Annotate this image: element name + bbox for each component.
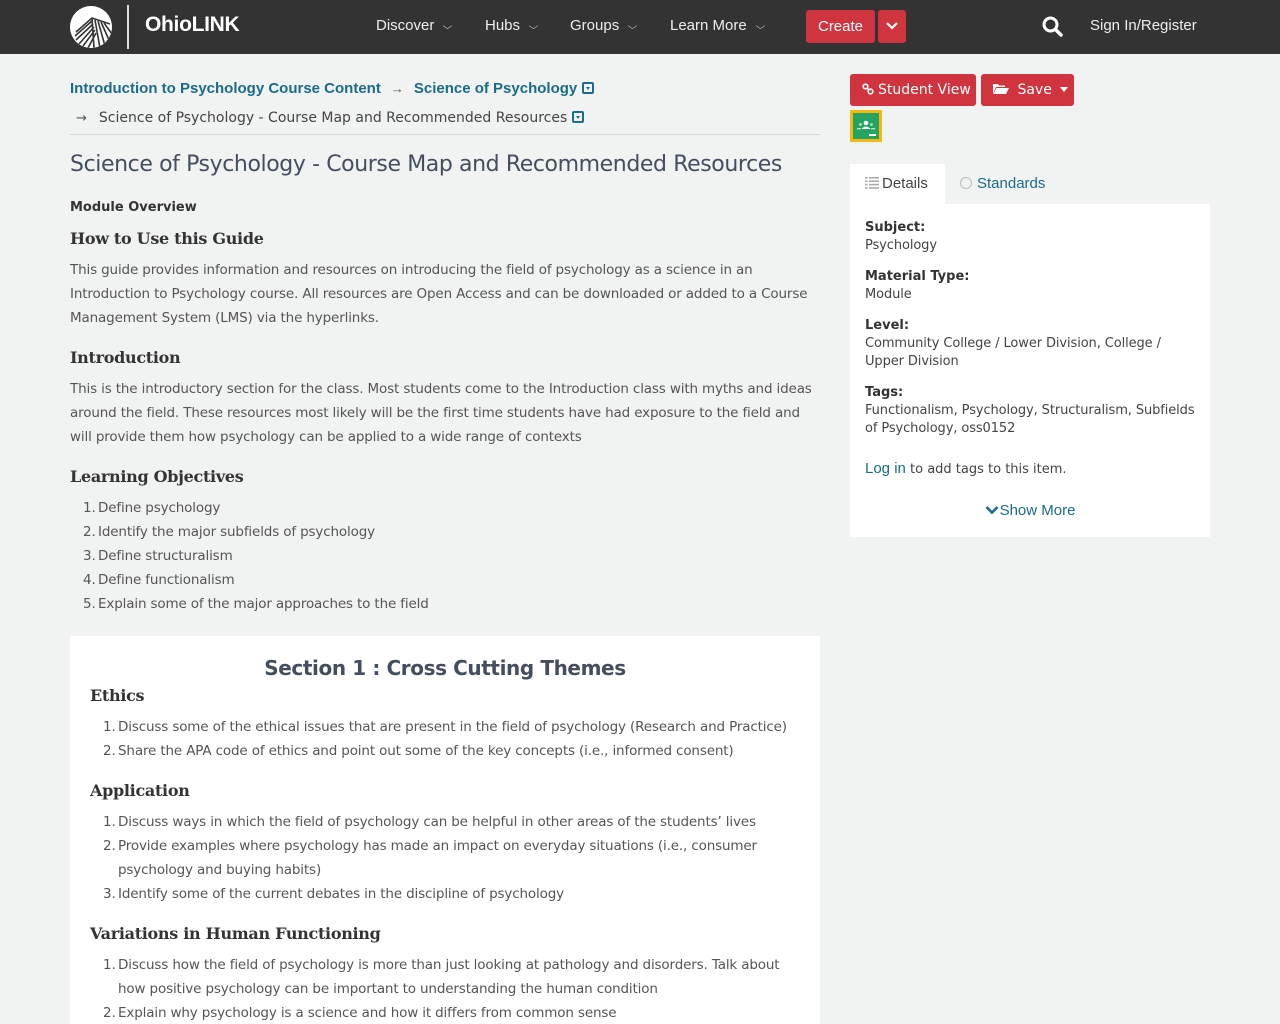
list-icon: [865, 177, 879, 189]
material-type-value: Module: [865, 287, 912, 302]
create-button[interactable]: Create: [806, 10, 875, 43]
list-item-text: Identify some of the current debates in the discipline of psychology: [118, 886, 564, 902]
list-item: 1. Discuss how the field of psychology is more than just looking at pathology and disorders. Talk about how positive psychology can be important to understanding the human condition: [103, 957, 780, 997]
login-to-tag-line: [865, 460, 1067, 477]
tab-standards-label: Standards: [977, 175, 1046, 192]
list-item: 2. Identify the major subfields of psychology: [83, 524, 375, 540]
ohiolink-logo-icon[interactable]: [70, 6, 112, 48]
nav-hubs[interactable]: [485, 17, 537, 34]
search-icon[interactable]: [1042, 16, 1063, 37]
save-label: Save: [1017, 82, 1052, 98]
breadcrumb-row-2: [70, 110, 584, 126]
list-item-text: Explain some of the major approaches to the field: [98, 596, 429, 612]
dropdown-toggle-icon[interactable]: [572, 111, 584, 123]
breadcrumb-separator: →: [390, 81, 404, 96]
list-item-text: Identify the major subfields of psychology: [98, 524, 375, 540]
caret-down-icon: [1060, 87, 1068, 92]
breadcrumb-science-of-psychology[interactable]: Science of Psychology: [413, 80, 578, 97]
login-suffix-text: to add tags to this item.: [905, 462, 1067, 477]
page-title: Science of Psychology - Course Map and Recommended Resources: [70, 152, 782, 177]
variations-list: [90, 953, 800, 1024]
folder-open-icon: [993, 83, 1009, 95]
chevron-down-icon: [885, 21, 899, 31]
list-item: 2. Share the APA code of ethics and point out some of the key concepts (i.e., informed consent): [103, 743, 734, 759]
list-item: 4. Define functionalism: [83, 572, 235, 588]
link-icon: [862, 83, 874, 95]
breadcrumb-divider: [70, 134, 820, 135]
module-overview-label: Module Overview: [70, 200, 197, 215]
google-classroom-button[interactable]: [850, 110, 882, 142]
sign-in-register-link[interactable]: Sign In/Register: [1090, 17, 1197, 34]
ethics-list: [90, 715, 790, 763]
list-item-text: Discuss ways in which the field of psychology can be helpful in other areas of the students’ lives: [118, 814, 756, 830]
chevron-down-icon: [985, 505, 999, 515]
heading-learning-objectives: Learning Objectives: [70, 467, 244, 486]
breadcrumb-current: Science of Psychology - Course Map and Recommended Resources: [98, 110, 568, 126]
breadcrumb: [70, 80, 594, 97]
tab-details[interactable]: [850, 164, 945, 204]
nav-groups-label: Groups: [570, 17, 620, 34]
dropdown-toggle-icon[interactable]: [582, 82, 594, 94]
nav-discover[interactable]: [376, 17, 451, 34]
list-item-text: Discuss how the field of psychology is more than just looking at pathology and disorders. Talk about how positive psychology can be important to understanding the human condition: [118, 957, 780, 997]
list-item: 3. Define structuralism: [83, 548, 233, 564]
nav-hubs-label: Hubs: [485, 17, 521, 34]
heading-ethics: Ethics: [90, 686, 145, 705]
create-dropdown-button[interactable]: [878, 10, 906, 43]
list-item-text: Discuss some of the ethical issues that are present in the field of psychology (Research and Practice): [118, 719, 787, 735]
introduction-text: This is the introductory section for the class. Most students come to the Introduction class with myths and ideas around the field. These resources most likely will be the first time students have had exposure to the field and will provide them how psychology can be applied to a wide range of contexts: [70, 381, 812, 445]
list-item-text: Define functionalism: [98, 572, 235, 588]
list-item: 1. Discuss ways in which the field of psychology can be helpful in other areas of the students’ lives: [103, 814, 756, 830]
nav-learn-more-label: Learn More: [670, 17, 747, 34]
list-item: 2. Provide examples where psychology has made an impact on everyday situations (i.e., consumer psychology and buying habits): [103, 838, 757, 878]
breadcrumb-separator: →: [76, 111, 87, 126]
list-item-text: Explain why psychology is a science and how it differs from common sense: [118, 1005, 617, 1021]
heading-variations: Variations in Human Functioning: [90, 924, 381, 943]
subject-label: Subject:: [865, 220, 926, 235]
top-navbar: [0, 0, 1280, 54]
tab-standards[interactable]: [960, 164, 1045, 204]
section-1-title: Section 1 : Cross Cutting Themes: [264, 656, 626, 680]
logo-divider: [127, 5, 129, 49]
list-item-text: Define structuralism: [98, 548, 233, 564]
student-view-label: Student View: [878, 82, 971, 98]
application-list: [90, 810, 770, 906]
brand-name[interactable]: OhioLINK: [145, 13, 240, 36]
level-label: Level:: [865, 318, 910, 333]
chevron-down-icon: ⌵: [755, 21, 765, 31]
list-item-text: Define psychology: [98, 500, 221, 516]
show-more-label: Show More: [999, 502, 1076, 519]
list-item: 2. Explain why psychology is a science and how it differs from common sense: [103, 1005, 617, 1021]
level-value: Community College / Lower Division, College / Upper Division: [865, 336, 1161, 369]
tags-label: Tags:: [865, 385, 904, 400]
heading-application: Application: [90, 781, 190, 800]
list-item: 1. Discuss some of the ethical issues that are present in the field of psychology (Research and Practice): [103, 719, 787, 735]
chevron-down-icon: ⌵: [442, 21, 453, 31]
student-view-button[interactable]: [850, 74, 976, 106]
how-to-use-text: This guide provides information and resources on introducing the field of psychology as a science in an Introduction to Psychology course. All resources are Open Access and can be downloaded or added to a Course Management System (LMS) via the hyperlinks.: [70, 262, 808, 326]
chevron-down-icon: ⌵: [627, 21, 638, 31]
save-button[interactable]: [981, 74, 1074, 106]
nav-groups[interactable]: [570, 17, 636, 34]
nav-discover-label: Discover: [376, 17, 435, 34]
section-1-box: [70, 636, 820, 1024]
tab-details-label: Details: [882, 175, 928, 192]
show-more-button[interactable]: [850, 502, 1210, 519]
list-item: 5. Explain some of the major approaches to the field: [83, 596, 429, 612]
breadcrumb-course-content[interactable]: Introduction to Psychology Course Content: [70, 80, 381, 97]
details-panel: [850, 204, 1210, 537]
material-type-label: Material Type:: [865, 269, 970, 284]
list-item: 3. Identify some of the current debates in the discipline of psychology: [103, 886, 564, 902]
learning-objectives-list: [70, 496, 810, 616]
google-classroom-icon: [853, 113, 879, 139]
heading-introduction: Introduction: [70, 348, 181, 367]
chevron-down-icon: ⌵: [528, 21, 539, 31]
log-in-link[interactable]: Log in: [865, 460, 906, 477]
nav-learn-more[interactable]: [670, 17, 764, 34]
subject-value: Psychology: [865, 238, 937, 253]
heading-how-to-use: How to Use this Guide: [70, 229, 264, 248]
list-item-text: Share the APA code of ethics and point out some of the key concepts (i.e., informed consent): [118, 743, 734, 759]
list-item: 1. Define psychology: [83, 500, 221, 516]
circle-icon: [960, 177, 972, 189]
tags-value: Functionalism, Psychology, Structuralism, Subfields of Psychology, oss0152: [865, 403, 1195, 436]
list-item-text: Provide examples where psychology has made an impact on everyday situations (i.e., consumer psychology and buying habits): [118, 838, 757, 878]
